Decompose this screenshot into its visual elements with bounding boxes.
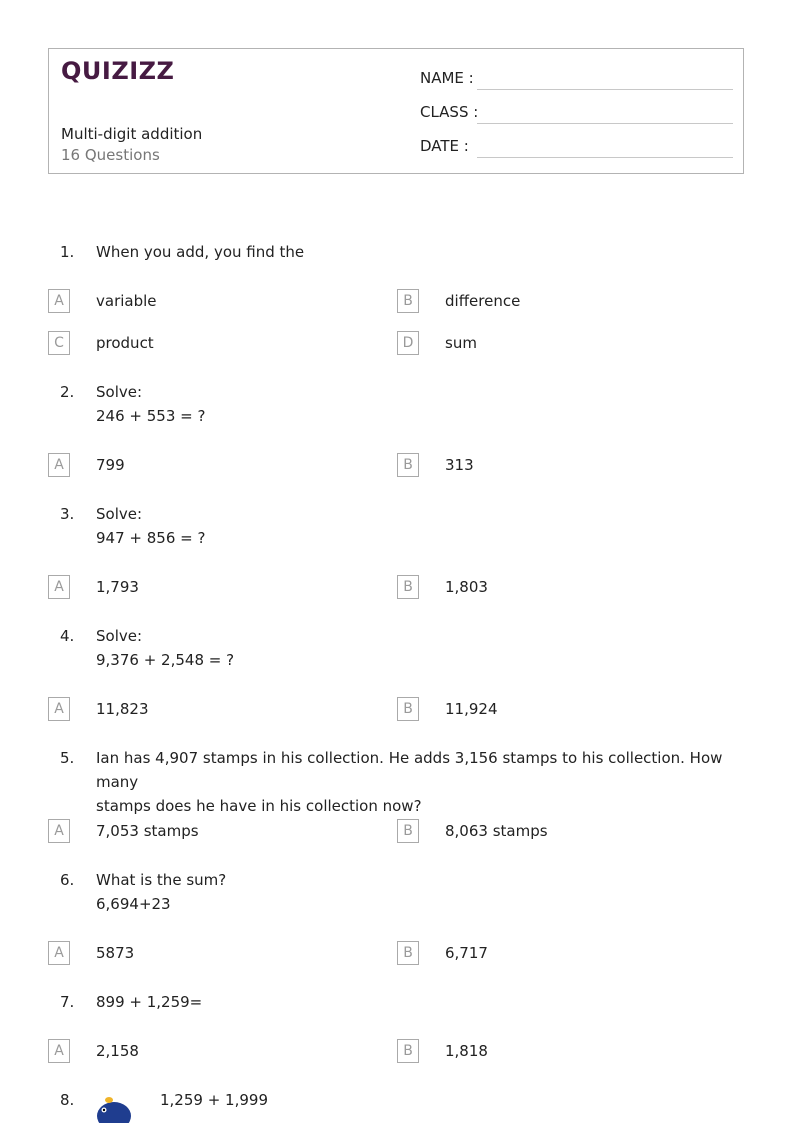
option-letter-box: A xyxy=(48,941,70,965)
option-letter-box: C xyxy=(48,331,70,355)
option-letter-box: D xyxy=(397,331,419,355)
option-text: 799 xyxy=(96,456,125,474)
question-number: 6. xyxy=(60,871,75,889)
question-text: What is the sum? 6,694+23 xyxy=(96,871,227,913)
option-text: 7,053 stamps xyxy=(96,822,199,840)
option-letter-box: B xyxy=(397,697,419,721)
option-text: 2,158 xyxy=(96,1042,139,1060)
option-text: sum xyxy=(445,334,477,352)
class-label: CLASS : xyxy=(420,103,479,121)
class-line xyxy=(477,123,733,124)
quizizz-logo: QUIZIZZ xyxy=(61,57,175,85)
worksheet-header xyxy=(48,48,744,174)
option-text: 5873 xyxy=(96,944,135,962)
question-number: 2. xyxy=(60,383,75,401)
option-text: variable xyxy=(96,292,157,310)
question-text: 899 + 1,259= xyxy=(96,993,203,1011)
option-text: 8,063 stamps xyxy=(445,822,548,840)
option-letter-box: B xyxy=(397,453,419,477)
name-label: NAME : xyxy=(420,69,474,87)
option-letter-box: A xyxy=(48,1039,70,1063)
option-text: difference xyxy=(445,292,521,310)
question-count: 16 Questions xyxy=(61,146,160,164)
question-text: Ian has 4,907 stamps in his collection. He adds 3,156 stamps to his collection. How many stamps does he have in his collection now? xyxy=(96,749,723,815)
question-text: 1,259 + 1,999 xyxy=(160,1091,268,1109)
option-letter-box: A xyxy=(48,819,70,843)
option-text: 1,803 xyxy=(445,578,488,596)
question-number: 5. xyxy=(60,749,75,767)
question-number: 7. xyxy=(60,993,75,1011)
option-text: 11,823 xyxy=(96,700,149,718)
option-letter-box: B xyxy=(397,1039,419,1063)
name-line xyxy=(477,89,733,90)
question-image xyxy=(96,1094,136,1123)
option-letter-box: B xyxy=(397,819,419,843)
option-text: 11,924 xyxy=(445,700,498,718)
option-letter-box: B xyxy=(397,941,419,965)
option-text: 6,717 xyxy=(445,944,488,962)
option-text: 313 xyxy=(445,456,474,474)
date-line xyxy=(477,157,733,158)
question-text: Solve: 947 + 856 = ? xyxy=(96,505,206,547)
option-letter-box: B xyxy=(397,575,419,599)
question-text: When you add, you find the xyxy=(96,243,305,261)
option-text: product xyxy=(96,334,154,352)
question-number: 4. xyxy=(60,627,75,645)
worksheet-title: Multi-digit addition xyxy=(61,125,203,143)
option-letter-box: A xyxy=(48,575,70,599)
question-number: 3. xyxy=(60,505,75,523)
option-text: 1,793 xyxy=(96,578,139,596)
option-letter-box: A xyxy=(48,453,70,477)
question-number: 8. xyxy=(60,1091,75,1109)
question-text: Solve: 9,376 + 2,548 = ? xyxy=(96,627,235,669)
option-text: 1,818 xyxy=(445,1042,488,1060)
date-label: DATE : xyxy=(420,137,469,155)
question-text: Solve: 246 + 553 = ? xyxy=(96,383,206,425)
option-letter-box: A xyxy=(48,289,70,313)
option-letter-box: B xyxy=(397,289,419,313)
question-number: 1. xyxy=(60,243,75,261)
option-letter-box: A xyxy=(48,697,70,721)
